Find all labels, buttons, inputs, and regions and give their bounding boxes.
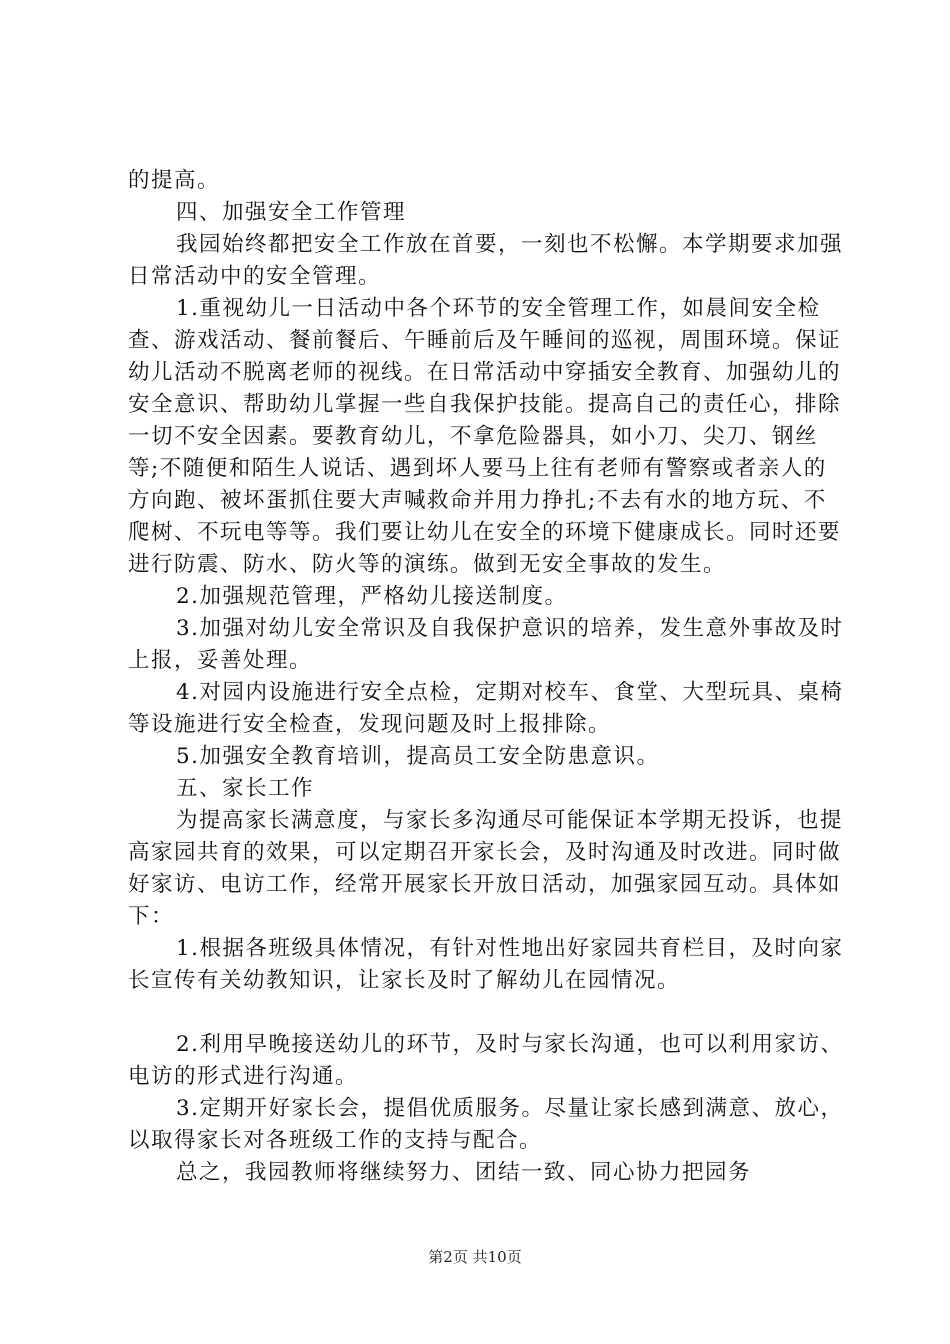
list-item: 4.对园内设施进行安全点检，定期对校车、食堂、大型玩具、桌椅等设施进行安全检查，发现问题及时上报排除。 (128, 680, 844, 737)
list-item: 2.利用早晚接送幼儿的环节，及时与家长沟通，也可以利用家访、电访的形式进行沟通。 (128, 1032, 844, 1089)
paragraph: 我园始终都把安全工作放在首要，一刻也不松懈。本学期要求加强日常活动中的安全管理。 (128, 232, 844, 289)
section-heading-safety: 四、加强安全工作管理 (176, 200, 407, 225)
paragraph: 为提高家长满意度，与家长多沟通尽可能保证本学期无投诉，也提高家园共育的效果，可以定期召开家长会，及时沟通及时改进。同时做好家访、电访工作，经常开展家长开放日活动，加强家园互动。具体如下： (128, 808, 844, 929)
list-item: 1.重视幼儿一日活动中各个环节的安全管理工作，如晨间安全检查、游戏活动、餐前餐后、午睡前后及午睡间的巡视，周围环境。保证幼儿活动不脱离老师的视线。在日常活动中穿插安全教育、加强幼儿的安全意识、帮助幼儿掌握一些自我保护技能。提高自己的责任心，排除一切不安全因素。要教育幼儿，不拿危险器具，如小刀、尖刀、钢丝等;不随便和陌生人说话、遇到坏人要马上往有老师有警察或者亲人的方向跑、被坏蛋抓住要大声喊救命并用力挣扎;不去有水的地方玩、不爬树、不玩电等等。我们要让幼儿在安全的环境下健康成长。同时还要进行防震、防水、防火等的演练。做到无安全事故的发生。 (128, 296, 842, 577)
page-footer: 第2页 共10页 (428, 1248, 522, 1266)
list-item: 5.加强安全教育培训，提高员工安全防患意识。 (176, 744, 660, 769)
body-text (128, 165, 848, 1189)
list-item: 3.加强对幼儿安全常识及自我保护意识的培养，发生意外事故及时上报，妥善处理。 (128, 616, 844, 673)
section-heading-parents: 五、家长工作 (176, 776, 315, 801)
list-item: 2.加强规范管理，严格幼儿接送制度。 (176, 584, 568, 609)
blank-line (128, 997, 848, 1029)
paragraph: 总之，我园教师将继续努力、团结一致、同心协力把园务 (176, 1160, 752, 1185)
list-item: 1.根据各班级具体情况，有针对性地出好家园共育栏目，及时向家长宣传有关幼教知识，让家长及时了解幼儿在园情况。 (128, 936, 844, 993)
paragraph: 的提高。 (128, 168, 221, 193)
list-item: 3.定期开好家长会，提倡优质服务。尽量让家长感到满意、放心，以取得家长对各班级工作的支持与配合。 (128, 1096, 844, 1153)
